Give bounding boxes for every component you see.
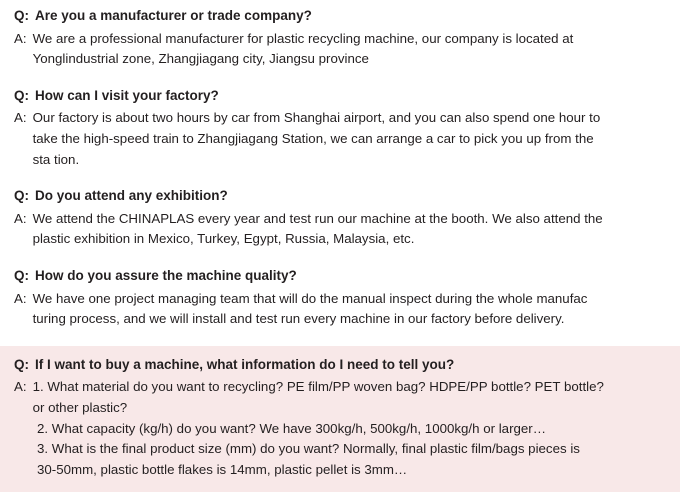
answer-line: or other plastic? <box>32 399 128 415</box>
answer-text <box>33 29 666 70</box>
faq-item-5 <box>0 346 680 492</box>
answer-prefix: A: <box>14 110 27 126</box>
answer-line: take the high-speed train to Zhangjiagang Station, we can arrange a car to pick you up from the <box>32 130 594 146</box>
question-prefix: Q: <box>14 87 29 103</box>
question-text: Are you a manufacturer or trade company? <box>35 8 312 23</box>
faq-answer-row <box>14 108 666 170</box>
faq-item-4 <box>0 266 680 330</box>
question-prefix: Q: <box>14 267 29 283</box>
answer-prefix: A: <box>14 30 27 46</box>
faq-question-row <box>14 86 666 106</box>
answer-text <box>33 289 666 330</box>
faq-answer-row <box>14 209 666 250</box>
faq-answer-row <box>14 289 666 330</box>
answer-line: plastic exhibition in Mexico, Turkey, Egypt, Russia, Malaysia, etc. <box>32 231 415 247</box>
answer-prefix: A: <box>14 210 27 226</box>
answer-line: We attend the CHINAPLAS every year and test run our machine at the booth. We also attend the <box>32 210 603 226</box>
answer-extra-line: 2. What capacity (kg/h) do you want? We have 300kg/h, 500kg/h, 1000kg/h or larger… <box>37 420 547 436</box>
answer-extra-line: 3. What is the final product size (mm) do you want? Normally, final plastic film/bags pieces is <box>37 441 580 457</box>
faq-item-3 <box>0 186 680 250</box>
answer-line: We are a professional manufacturer for plastic recycling machine, our company is located at <box>32 30 574 46</box>
question-text: If I want to buy a machine, what information do I need to tell you? <box>35 356 455 372</box>
answer-text <box>33 209 666 250</box>
question-prefix: Q: <box>14 8 29 23</box>
answer-line: 1. What material do you want to recycling? PE film/PP woven bag? HDPE/PP bottle? PET bottle? <box>32 379 604 395</box>
answer-extra-line: 30-50mm, plastic bottle flakes is 14mm, plastic pellet is 3mm… <box>37 461 408 477</box>
question-text: How do you assure the machine quality? <box>35 267 297 283</box>
answer-text <box>33 108 666 170</box>
answer-text <box>33 377 666 418</box>
faq-question-row <box>14 355 666 375</box>
question-prefix: Q: <box>14 356 29 372</box>
question-text: Do you attend any exhibition? <box>35 188 228 204</box>
faq-question-row <box>14 266 666 286</box>
faq-answer-row <box>14 377 666 418</box>
faq-answer-row <box>14 29 666 70</box>
question-text: How can I visit your factory? <box>35 87 219 103</box>
answer-line: turing process, and we will install and test run every machine in our factory before delivery. <box>32 311 565 327</box>
answer-line: We have one project managing team that will do the manual inspect during the whole manufac <box>32 290 588 306</box>
faq-item-1 <box>0 6 680 70</box>
faq-question-row <box>14 186 666 206</box>
faq-item-2 <box>0 86 680 170</box>
answer-line: sta tion. <box>32 151 80 167</box>
question-prefix: Q: <box>14 188 29 204</box>
answer-prefix: A: <box>14 290 27 306</box>
answer-line: Yonglindustrial zone, Zhangjiagang city, Jiangsu province <box>32 51 369 67</box>
answer-prefix: A: <box>14 379 27 395</box>
answer-line: Our factory is about two hours by car from Shanghai airport, and you can also spend one hour to <box>32 110 601 126</box>
faq-question-row <box>14 6 666 26</box>
